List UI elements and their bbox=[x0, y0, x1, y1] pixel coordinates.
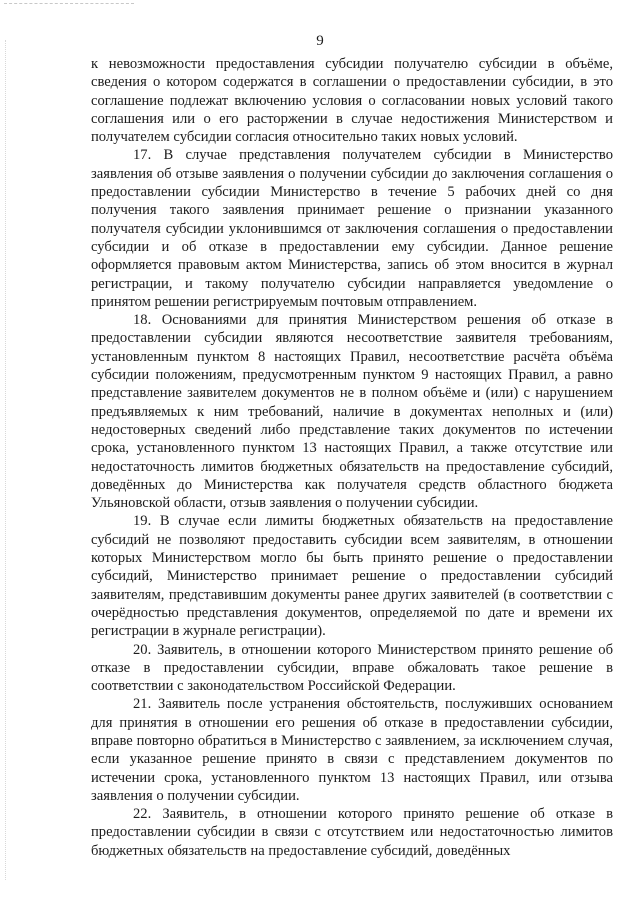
paragraph-22: 22. Заявитель, в отношении которого принято решение об отказе в предоставлении субсидии в связи с отсутствием или недостаточностью лимитов бюджетных обязательств на предоставление субсидий, доведённых bbox=[91, 806, 613, 859]
paragraph-21: 21. Заявитель после устранения обстоятельств, послуживших основанием для принятия в отношении его решения об отказе в предоставлении субсидии, вправе повторно обратиться в Министерство с заявлением, за исключением случая, если указанное решение принято в связи с представлением документов по истечении срока, установленного пунктом 13 настоящих Правил, или отзыва заявления о получении субсидии. bbox=[91, 696, 613, 804]
paragraph-20: 20. Заявитель, в отношении которого Министерством принято решение об отказе в предоставлении субсидии, вправе обжаловать такое решение в соответствии с законодательством Российской Федерации. bbox=[91, 641, 613, 695]
paragraph-19: 19. В случае если лимиты бюджетных обязательств на предоставление субсидий не позволяют предоставить субсидии всем заявителям, в отношении которых Министерством могло бы быть принято решение о предоставлении субсидий, Министерство принимает решение о предоставлении субсидий заявителям, представившим документы ранее других заявителей (в соответствии с очерёдностью представления документов, определяемой по дате и времени их регистрации в журнале регистрации). bbox=[91, 513, 613, 640]
document-body bbox=[91, 55, 613, 860]
page-number: 9 bbox=[316, 33, 324, 49]
scan-artifact-left-edge bbox=[5, 40, 6, 880]
paragraph-18: 18. Основаниями для принятия Министерством решения об отказе в предоставлении субсидии являются несоответствие заявителя требованиям, установленным пунктом 8 настоящих Правил, несоответствие расчёта объёма субсидии положениям, предусмотренным пунктом 9 настоящих Правил, а равно представление заявителем документов не в полном объёме и (или) с нарушением предъявляемых к ним требований, наличие в документах неполных и (или) недостоверных сведений либо представление таких документов по истечении срока, установленного пунктом 13 настоящих Правил, а также отсутствие или недостаточность лимитов бюджетных обязательств на предоставление субсидий, доведённых до Министерства как получателя средств областного бюджета Ульяновской области, отзыв заявления о получении субсидии. bbox=[91, 312, 613, 512]
scan-artifact-top bbox=[4, 3, 134, 4]
paragraph-17: 17. В случае представления получателем субсидии в Министерство заявления об отзыве заявления о получении субсидии до заключения соглашения о предоставлении субсидии Министерство в течение 5 рабочих дней со дня получения такого заявления принимает решение о признании указанного получателя субсидии уклонившимся от заключения соглашения о предоставлении субсидии и об отказе в предоставлении ему субсидии. Данное решение оформляется правовым актом Министерства, запись об этом вносится в журнал регистрации, и такому получателю субсидии направляется уведомление о принятом решении регистрируемым почтовым отправлением. bbox=[91, 147, 613, 310]
paragraph-continuation: к невозможности предоставления субсидии получателю субсидии в объёме, сведения о котором содержатся в соглашении о предоставлении субсидии, в это соглашение подлежат включению условия о согласовании новых условий такого соглашения или о его расторжении в случае недостижения Министерством и получателем субсидии согласия относительно таких новых условий. bbox=[91, 56, 613, 146]
